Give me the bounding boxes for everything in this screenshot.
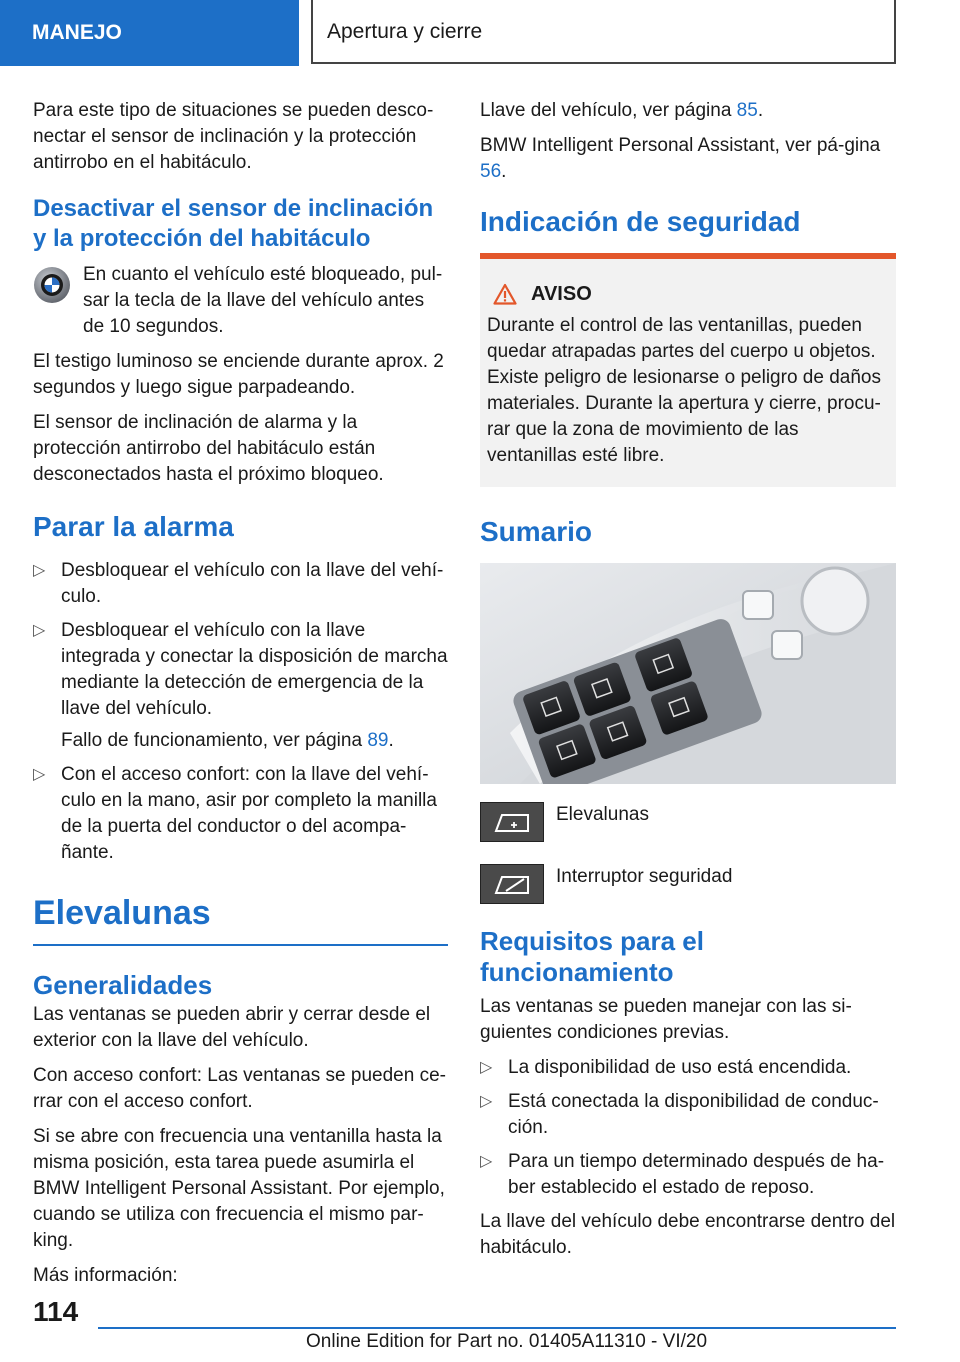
left-column <box>33 98 448 1298</box>
heading-requisitos: Requisitos para el funcionamiento <box>480 926 704 987</box>
llave-reference: Llave del vehículo, ver página 85. <box>480 100 764 121</box>
bmw-key-icon <box>33 266 71 304</box>
list-item: ▷ Desbloquear el vehículo con la llave integrada y conectar la disposición de marcha mediante la detección de emergencia de la llave del vehículo. Fallo de funcionamiento, ver página 89. <box>33 618 448 754</box>
intro-paragraph: Para este tipo de situaciones se pueden desco-nectar el sensor de inclinación y la protección antirrobo en el habitáculo. <box>33 100 434 173</box>
requisitos-paragraph: Las ventanas se pueden manejar con las si-guientes condiciones previas. <box>480 996 852 1043</box>
mas-informacion: Más información: <box>33 1265 178 1286</box>
llave-dentro-paragraph: La llave del vehículo debe encontrarse dentro del habitáculo. <box>480 1211 896 1258</box>
key-text: En cuanto el vehículo esté bloqueado, pul-sar la tecla de la llave del vehículo antes de 10 segundos. <box>83 264 443 337</box>
page-link-85[interactable]: 85 <box>736 100 758 121</box>
heading-sumario: Sumario <box>480 516 593 547</box>
window-lift-icon <box>480 802 544 842</box>
gen-paragraph-3: Si se abre con frecuencia una ventanilla hasta la misma posición, esta tarea puede asumirla el BMW Intelligent Personal Assistant. Por ejemplo, cuando se utiliza con frecuencia el mismo par-king. <box>33 1126 445 1251</box>
list-item: ▷ La disponibilidad de uso está encendida. <box>480 1055 896 1081</box>
warning-box <box>480 253 896 487</box>
bullet-triangle-icon: ▷ <box>33 766 46 783</box>
page-link-56[interactable]: 56 <box>480 161 502 182</box>
bullet-triangle-icon: ▷ <box>480 1059 493 1076</box>
bullet-triangle-icon: ▷ <box>480 1093 493 1110</box>
heading-parar-alarma: Parar la alarma <box>33 511 234 542</box>
list-item: ▷ Para un tiempo determinado después de ha-ber establecido el estado de reposo. <box>480 1151 885 1198</box>
chapter-title: Apertura y cierre <box>311 0 896 64</box>
list-item: ▷ Está conectada la disponibilidad de conduc-ción. <box>480 1091 879 1138</box>
section-tab[interactable]: MANEJO <box>0 0 299 66</box>
list-item: ▷ Desbloquear el vehículo con la llave del vehí-culo. <box>33 560 444 607</box>
window-switch-photo <box>480 563 896 784</box>
right-column <box>480 98 896 1270</box>
testigo-paragraph: El testigo luminoso se enciende durante aprox. 2 segundos y luego sigue parpadeando. <box>33 351 444 398</box>
header-bar <box>0 0 960 66</box>
warning-header <box>493 281 888 307</box>
legend-elevalunas <box>480 802 896 842</box>
bullet-triangle-icon: ▷ <box>33 622 46 639</box>
page-link-89[interactable]: 89 <box>367 730 389 751</box>
page-number: 114 <box>33 1296 79 1327</box>
footer-divider <box>98 1327 896 1329</box>
legend-label: Elevalunas <box>556 804 649 825</box>
parar-alarma-list <box>33 558 448 866</box>
warning-triangle-icon <box>493 283 517 305</box>
heading-elevalunas: Elevalunas <box>33 892 448 946</box>
list-item: ▷ Con el acceso confort: con la llave del vehí-culo en la mano, asir por completo la manilla de la puerta del conductor o del acompa-ñante. <box>33 764 437 863</box>
safety-switch-icon <box>480 864 544 904</box>
gen-paragraph-2: Con acceso confort: Las ventanas se pueden ce-rrar con el acceso confort. <box>33 1065 446 1112</box>
heading-indicacion-seguridad: Indicación de seguridad <box>480 206 801 237</box>
legend-label: Interruptor seguridad <box>556 866 733 887</box>
bullet-triangle-icon: ▷ <box>480 1153 493 1170</box>
sensor-paragraph: El sensor de inclinación de alarma y la protección antirrobo del habitáculo están desconectados hasta el próximo bloqueo. <box>33 412 384 485</box>
heading-generalidades: Generalidades <box>33 970 213 1000</box>
warning-title: AVISO <box>531 283 592 305</box>
bmw-reference: BMW Intelligent Personal Assistant, ver pá-gina 56. <box>480 135 881 182</box>
warning-body: Durante el control de las ventanillas, pueden quedar atrapadas partes del cuerpo u objetos. Existe peligro de lesionarse o peligro de daños materiales. Durante la apertura y cierre, procu-rar que la zona de movimiento de las ventanillas esté libre. <box>487 315 881 466</box>
fallo-reference: Fallo de funcionamiento, ver página 89. <box>61 730 394 751</box>
legend-interruptor-seguridad <box>480 864 896 904</box>
gen-paragraph-1: Las ventanas se pueden abrir y cerrar desde el exterior con la llave del vehículo. <box>33 1004 431 1051</box>
edition-text: Online Edition for Part no. 01405A11310 - VI/20 <box>306 1331 708 1352</box>
heading-desactivar: Desactivar el sensor de inclinación y la protección del habitáculo <box>33 195 434 252</box>
key-instruction <box>33 262 448 340</box>
requisitos-list <box>480 1055 896 1201</box>
bullet-triangle-icon: ▷ <box>33 562 46 579</box>
